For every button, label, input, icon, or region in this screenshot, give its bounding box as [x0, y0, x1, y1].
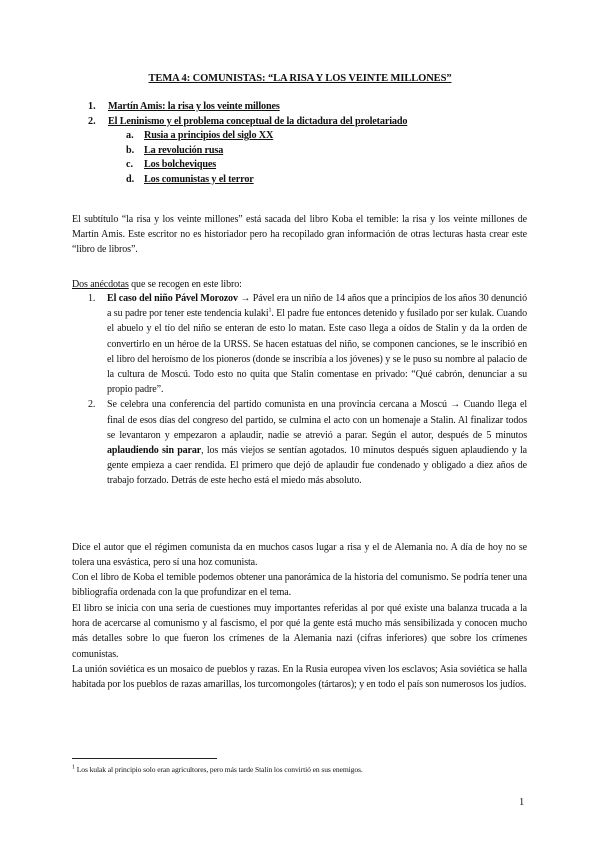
toc-subitem-letter: a.	[126, 130, 134, 141]
list-item-number: 1.	[88, 293, 96, 304]
page-number: 1	[519, 797, 525, 808]
anecdote-title: El caso del niño Pável Morozov	[107, 293, 238, 304]
anecdote-text-b: , los más viejos se sentían agotados. 10 minutos después siguen aplaudiendo y la gente empieza a caer rendida. El primero que dejó de aplaudir fue condenado y obligado a diez años de trabajo forzado. Detrás de este hecho está el miedo más absoluto.	[107, 445, 528, 487]
book-paragraph: El libro se inicia con una seria de cuestiones muy importantes referidas al por qué existe una balanza trucada a la hora de acercarse al comunismo y al fascismo, el por qué la gente está mucho más sensibilizada y conocen mucho más detalles sobre lo que fueron los crímenes de la Alemania nazi (cifras inferiores) que sobre los crímenes comunistas.	[72, 603, 527, 660]
toc-subitem-label: La revolución rusa	[144, 144, 224, 156]
soviet-union-paragraph: La unión soviética es un mosaico de pueblos y razas. En la Rusia europea viven los esclavos; Asia soviética se halla habitada por los pueblos de razas amarillas, los turcomongoles (tártaros); y en todo el país son numerosos los judíos.	[72, 664, 527, 691]
toc-subitem-letter: d.	[126, 173, 135, 185]
koba-paragraph: Con el libro de Koba el temible podemos obtener una panorámica de la historia del comunismo. Se podría tener una bibliografía ordenada con la que profundizar en el tema.	[72, 572, 527, 599]
toc-item-label: El Leninismo y el problema conceptual de la dictadura del proletariado	[108, 115, 408, 127]
anecdotes-list	[88, 291, 527, 489]
toc-item	[88, 115, 407, 130]
anecdotes-heading-underlined: Dos anécdotas	[72, 279, 129, 290]
footnote-text: Los kulak al principio solo eran agricultores, pero más tarde Stalin los convirtió en sus enemigos.	[74, 765, 363, 774]
toc-subitem	[126, 129, 407, 144]
toc-item	[88, 100, 407, 115]
list-item	[88, 397, 527, 488]
toc-subitem-letter: b.	[126, 144, 135, 156]
toc-item-number: 1.	[88, 101, 96, 112]
toc-subitem-letter: c.	[126, 159, 134, 170]
document-title: TEMA 4: COMUNISTAS: “LA RISA Y LOS VEINTE MILLONES”	[148, 73, 452, 84]
anecdotes-heading	[72, 277, 242, 292]
list-item	[88, 291, 527, 397]
toc-subitem	[126, 144, 407, 159]
table-of-contents	[88, 100, 407, 187]
toc-item-label: Martín Amis: la risa y los veinte millones	[108, 101, 280, 112]
toc-subitem-label: Los comunistas y el terror	[144, 173, 254, 185]
footnote-number: 1	[72, 764, 75, 771]
anecdote-text-b: . El padre fue entonces detenido y fusilado por ser kulak. Cuando el abuelo y el tío del niño se enteran de esto lo matan. Este caso llega a oídos de Stalin y da la orden de convertirlo en un héroe de la URSS. Se hacen estatuas del niño, se componen canciones, se le inscribió en el libro del heroísmo de los pioneros (donde se inscribía a los jóvenes) y se le puso su nombre al palacio de la cultura de Moscú. Todo esto no quita que Stalin comentase en privado: “Qué cabrón, denunciar a su propio padre”.	[107, 308, 527, 396]
toc-subitem	[126, 173, 407, 188]
anecdotes-heading-rest: que se recogen en este libro:	[128, 279, 242, 290]
anecdote-text-a: → Pável era un niño de 14 años que a principios de los años 30 denunció a su padre por tener este tendencia kulaki	[107, 293, 527, 320]
toc-subitem	[126, 158, 407, 173]
footnote-separator	[72, 758, 217, 759]
toc-subitem-label: Los bolcheviques	[144, 159, 217, 170]
footnote-reference[interactable]: 1	[268, 307, 272, 314]
anecdote-text-a: Se celebra una conferencia del partido comunista en una provincia cercana a Moscú → Cuando llega el final de esos días del congreso del partido, se culmina el acto con un homenaje a Stalin. Al finalizar todos se levantaron y empezaron a aplaudir, nadie se atrevió a parar. Según el autor, después de 5 minutos	[107, 399, 527, 441]
footnote	[72, 765, 363, 774]
laughter-paragraph: Dice el autor que el régimen comunista da en muchos casos lugar a risa y el de Alemania no. A día de hoy no se tolera una esvástica, pero sí una hoz comunista.	[72, 542, 527, 569]
anecdote-emphasis: aplaudiendo sin parar	[107, 445, 202, 457]
toc-subitem-label: Rusia a principios del siglo XX	[144, 130, 274, 141]
list-item-number: 2.	[88, 399, 96, 411]
list-item-text	[107, 291, 527, 397]
list-item-text	[107, 397, 527, 488]
toc-item-number: 2.	[88, 115, 96, 127]
intro-paragraph: El subtítulo “la risa y los veinte millones” está sacada del libro Koba el temible: la risa y los veinte millones de Martín Amis. Este escritor no es historiador pero ha recopilado gran información de otras lecturas hasta crear este “libro de libros”.	[72, 214, 527, 256]
